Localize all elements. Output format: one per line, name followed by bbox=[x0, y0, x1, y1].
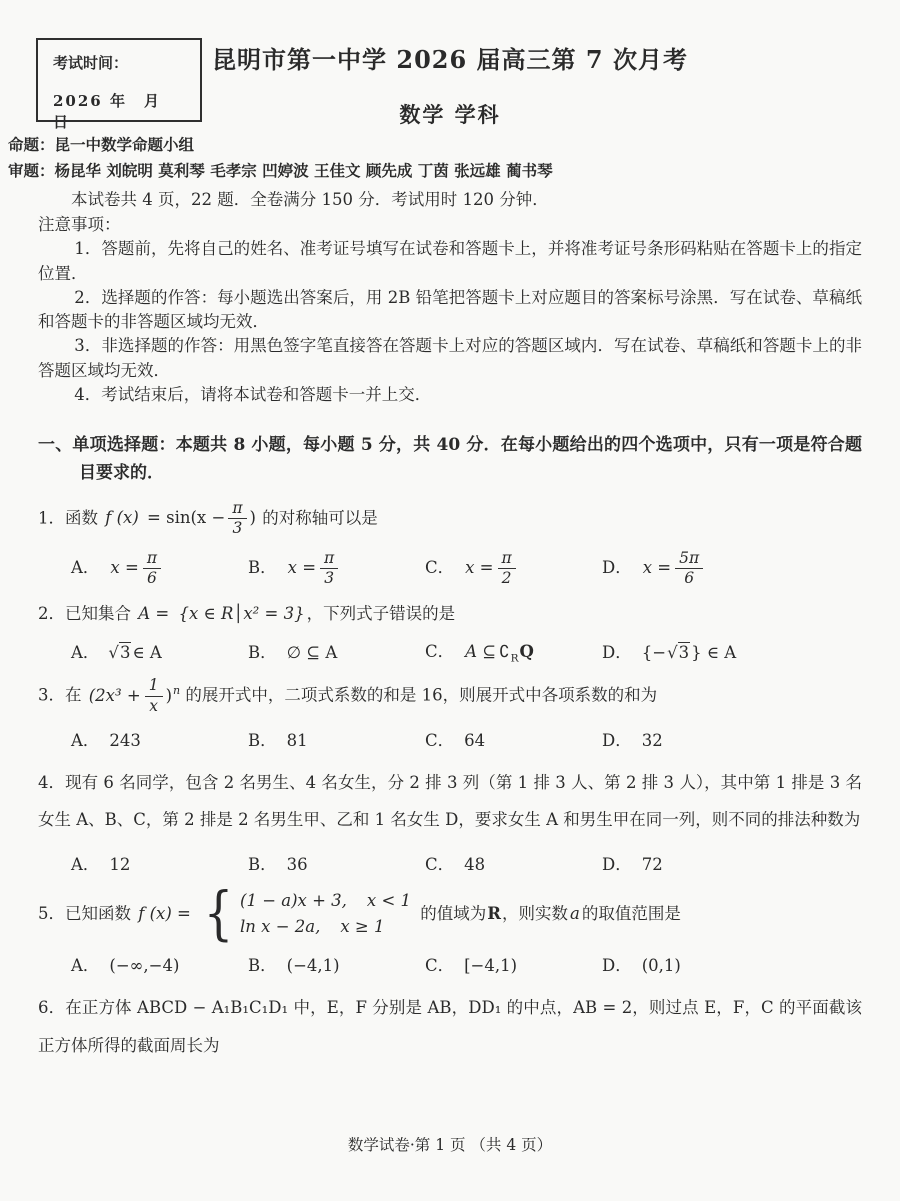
radical-sign: √ bbox=[108, 643, 119, 663]
q5-text-mid1: 的值域为 bbox=[420, 903, 487, 923]
header bbox=[38, 30, 862, 130]
exam-time-label: 考试时间： bbox=[53, 54, 129, 72]
option-a: A． 12 bbox=[71, 854, 131, 874]
option-b: B． x = $\frac{\pi}{3}$ bbox=[248, 550, 425, 588]
q2-text-post: ，下列式子错误的是 bbox=[306, 603, 456, 623]
q3-text-post: 的展开式中，二项式系数的和是 16，则展开式中各项系数的和为 bbox=[185, 685, 658, 705]
question-3-options bbox=[71, 727, 862, 751]
question-5-options bbox=[71, 952, 862, 976]
exam-title: 昆明市第一中学 2026 届高三第 7 次月考 bbox=[212, 45, 688, 74]
option-d: D． {−√3 } ∈ A bbox=[602, 643, 737, 663]
notice-item-2: 2．选择题的作答：每小题选出答案后，用 2B 铅笔把答题卡上对应题目的答案标号涂黑．写在试卷、草稿纸和答题卡的非答题区域均无效． bbox=[38, 287, 862, 332]
q3-text-pre: 3．在 bbox=[38, 685, 82, 705]
notice-item-1: 1．答题前，先将自己的姓名、准考证号填写在试卷和答题卡上，并将准考证号条形码粘贴在答题卡上的指定位置． bbox=[38, 239, 862, 283]
question-6-stem: 6．在正方体 ABCD − A₁B₁C₁D₁ 中，E，F 分别是 AB，DD₁ 的中点，AB = 2，则过点 E，F，C 的平面截该正方体所得的截面周长为 bbox=[38, 998, 862, 1055]
question-4-stem: 4．现有 6 名同学，包含 2 名男生、4 名女生，分 2 排 3 列（第 1 排 3 人、第 2 排 3 人），其中第 1 排是 3 名女生 A、B、C，第 2 排是 2 名男生甲、乙和 1 名女生 D，要求女生 A 和男生甲在同一列，则不同的排法种数为 bbox=[38, 773, 862, 830]
question-4 bbox=[38, 764, 862, 875]
q3-fraction: $\frac{1}{x}$ bbox=[145, 677, 163, 715]
question-5-stem bbox=[38, 879, 862, 948]
complement-sign: ∁ bbox=[499, 642, 510, 662]
option-d: D． (0,1) bbox=[602, 956, 681, 976]
exam-date: 2026 年 月 日 bbox=[53, 92, 186, 131]
question-1-options bbox=[71, 550, 862, 588]
q3-binomial: (2x³ + bbox=[88, 685, 141, 705]
option-b: B． (−4,1) bbox=[248, 956, 340, 976]
piecewise-row-1: (1 − a)x + 3, x < 1 bbox=[240, 890, 412, 910]
q5-fx: f (x) = bbox=[138, 903, 191, 923]
piecewise-function bbox=[200, 879, 413, 948]
notice-title: 注意事项： bbox=[38, 214, 121, 234]
q1-text-pre: 1．函数 bbox=[38, 508, 98, 528]
option-a: A． √3 ∈ A bbox=[71, 643, 162, 663]
left-brace: { bbox=[203, 879, 234, 948]
option-d: D． 32 bbox=[602, 731, 663, 751]
q1-fx: f (x) bbox=[105, 508, 139, 528]
question-4-options bbox=[71, 851, 862, 875]
question-5 bbox=[38, 879, 862, 977]
question-3 bbox=[38, 677, 862, 751]
question-1-stem bbox=[38, 500, 862, 538]
section-1-heading: 一、单项选择题：本题共 8 小题，每小题 5 分，共 40 分．在每小题给出的四个选项中，只有一项是符合题目要求的． bbox=[38, 435, 862, 483]
notice-item-3: 3．非选择题的作答：用黑色签字笔直接答在答题卡上对应的答题区域内．写在试卷、草稿纸和答题卡上的非答题区域均无效． bbox=[38, 336, 862, 380]
option-c: C． 48 bbox=[425, 854, 486, 874]
var-a: a bbox=[570, 903, 580, 923]
notice-item-4: 4．考试结束后，请将本试卷和答题卡一并上交． bbox=[74, 384, 432, 404]
option-c: C． 64 bbox=[425, 731, 486, 751]
reviewer-line: 审题：杨昆华 刘皖明 莫利琴 毛孝宗 凹婷波 王佳文 顾先成 丁茵 张远雄 蔺书琴 bbox=[8, 161, 553, 181]
q1-fraction: $\frac{\pi}{3}$ bbox=[228, 500, 246, 538]
option-b: B． 36 bbox=[248, 854, 308, 874]
option-b: B． ∅ ⊆ A bbox=[248, 643, 338, 663]
set-R: R bbox=[487, 903, 501, 923]
q1-text-post: 的对称轴可以是 bbox=[262, 508, 378, 528]
piecewise-row-2: ln x − 2a, x ≥ 1 bbox=[240, 917, 385, 937]
q2-set-lhs: A = bbox=[138, 603, 170, 623]
option-a: A． (−∞,−4) bbox=[71, 956, 180, 976]
q2-text-pre: 2．已知集合 bbox=[38, 603, 131, 623]
option-d: D． x = $\frac{5\pi}{6}$ bbox=[602, 550, 705, 588]
q1-close-paren: ) bbox=[249, 508, 256, 528]
question-6 bbox=[38, 989, 862, 1064]
option-a: A． x = $\frac{\pi}{6}$ bbox=[71, 550, 248, 588]
option-d: D． 72 bbox=[602, 854, 663, 874]
radical-sign: √ bbox=[667, 643, 678, 663]
q5-text-post: 的取值范围是 bbox=[581, 903, 681, 923]
question-3-stem: 3．在 (2x³ + $\frac{1}{x}$ )$^n$ 的展开式中，二项式系数的和是 16，则展开式中各项系数的和为 bbox=[38, 676, 658, 715]
option-c: C． x = $\frac{\pi}{2}$ bbox=[425, 550, 602, 588]
exam-time-box bbox=[36, 38, 202, 131]
option-b: B． 81 bbox=[248, 731, 308, 751]
q2-set-def: {x ∈ R│x² = 3} bbox=[178, 603, 305, 623]
page-footer: 数学试卷·第 1 页 （共 4 页） bbox=[347, 1136, 553, 1154]
question-1 bbox=[38, 500, 862, 587]
q1-sin: = sin(x − bbox=[147, 508, 226, 528]
q5-text-pre: 5．已知函数 bbox=[38, 903, 131, 923]
exponent-n: n bbox=[173, 684, 181, 698]
q5-text-mid2: ，则实数 bbox=[502, 903, 568, 923]
question-2-stem bbox=[38, 601, 862, 627]
paper-summary: 本试卷共 4 页，22 题．全卷满分 150 分．考试用时 120 分钟． bbox=[71, 189, 549, 209]
option-c: C． [−4,1) bbox=[425, 956, 518, 976]
option-a: A． 243 bbox=[71, 731, 141, 751]
proposer-line: 命题：昆一中数学命题小组 bbox=[8, 135, 195, 154]
exam-subject: 数学 学科 bbox=[399, 102, 501, 127]
question-2-options bbox=[71, 638, 862, 664]
option-c: C． A ⊆ $∁_RQ$ bbox=[425, 642, 534, 665]
question-2 bbox=[38, 601, 862, 665]
